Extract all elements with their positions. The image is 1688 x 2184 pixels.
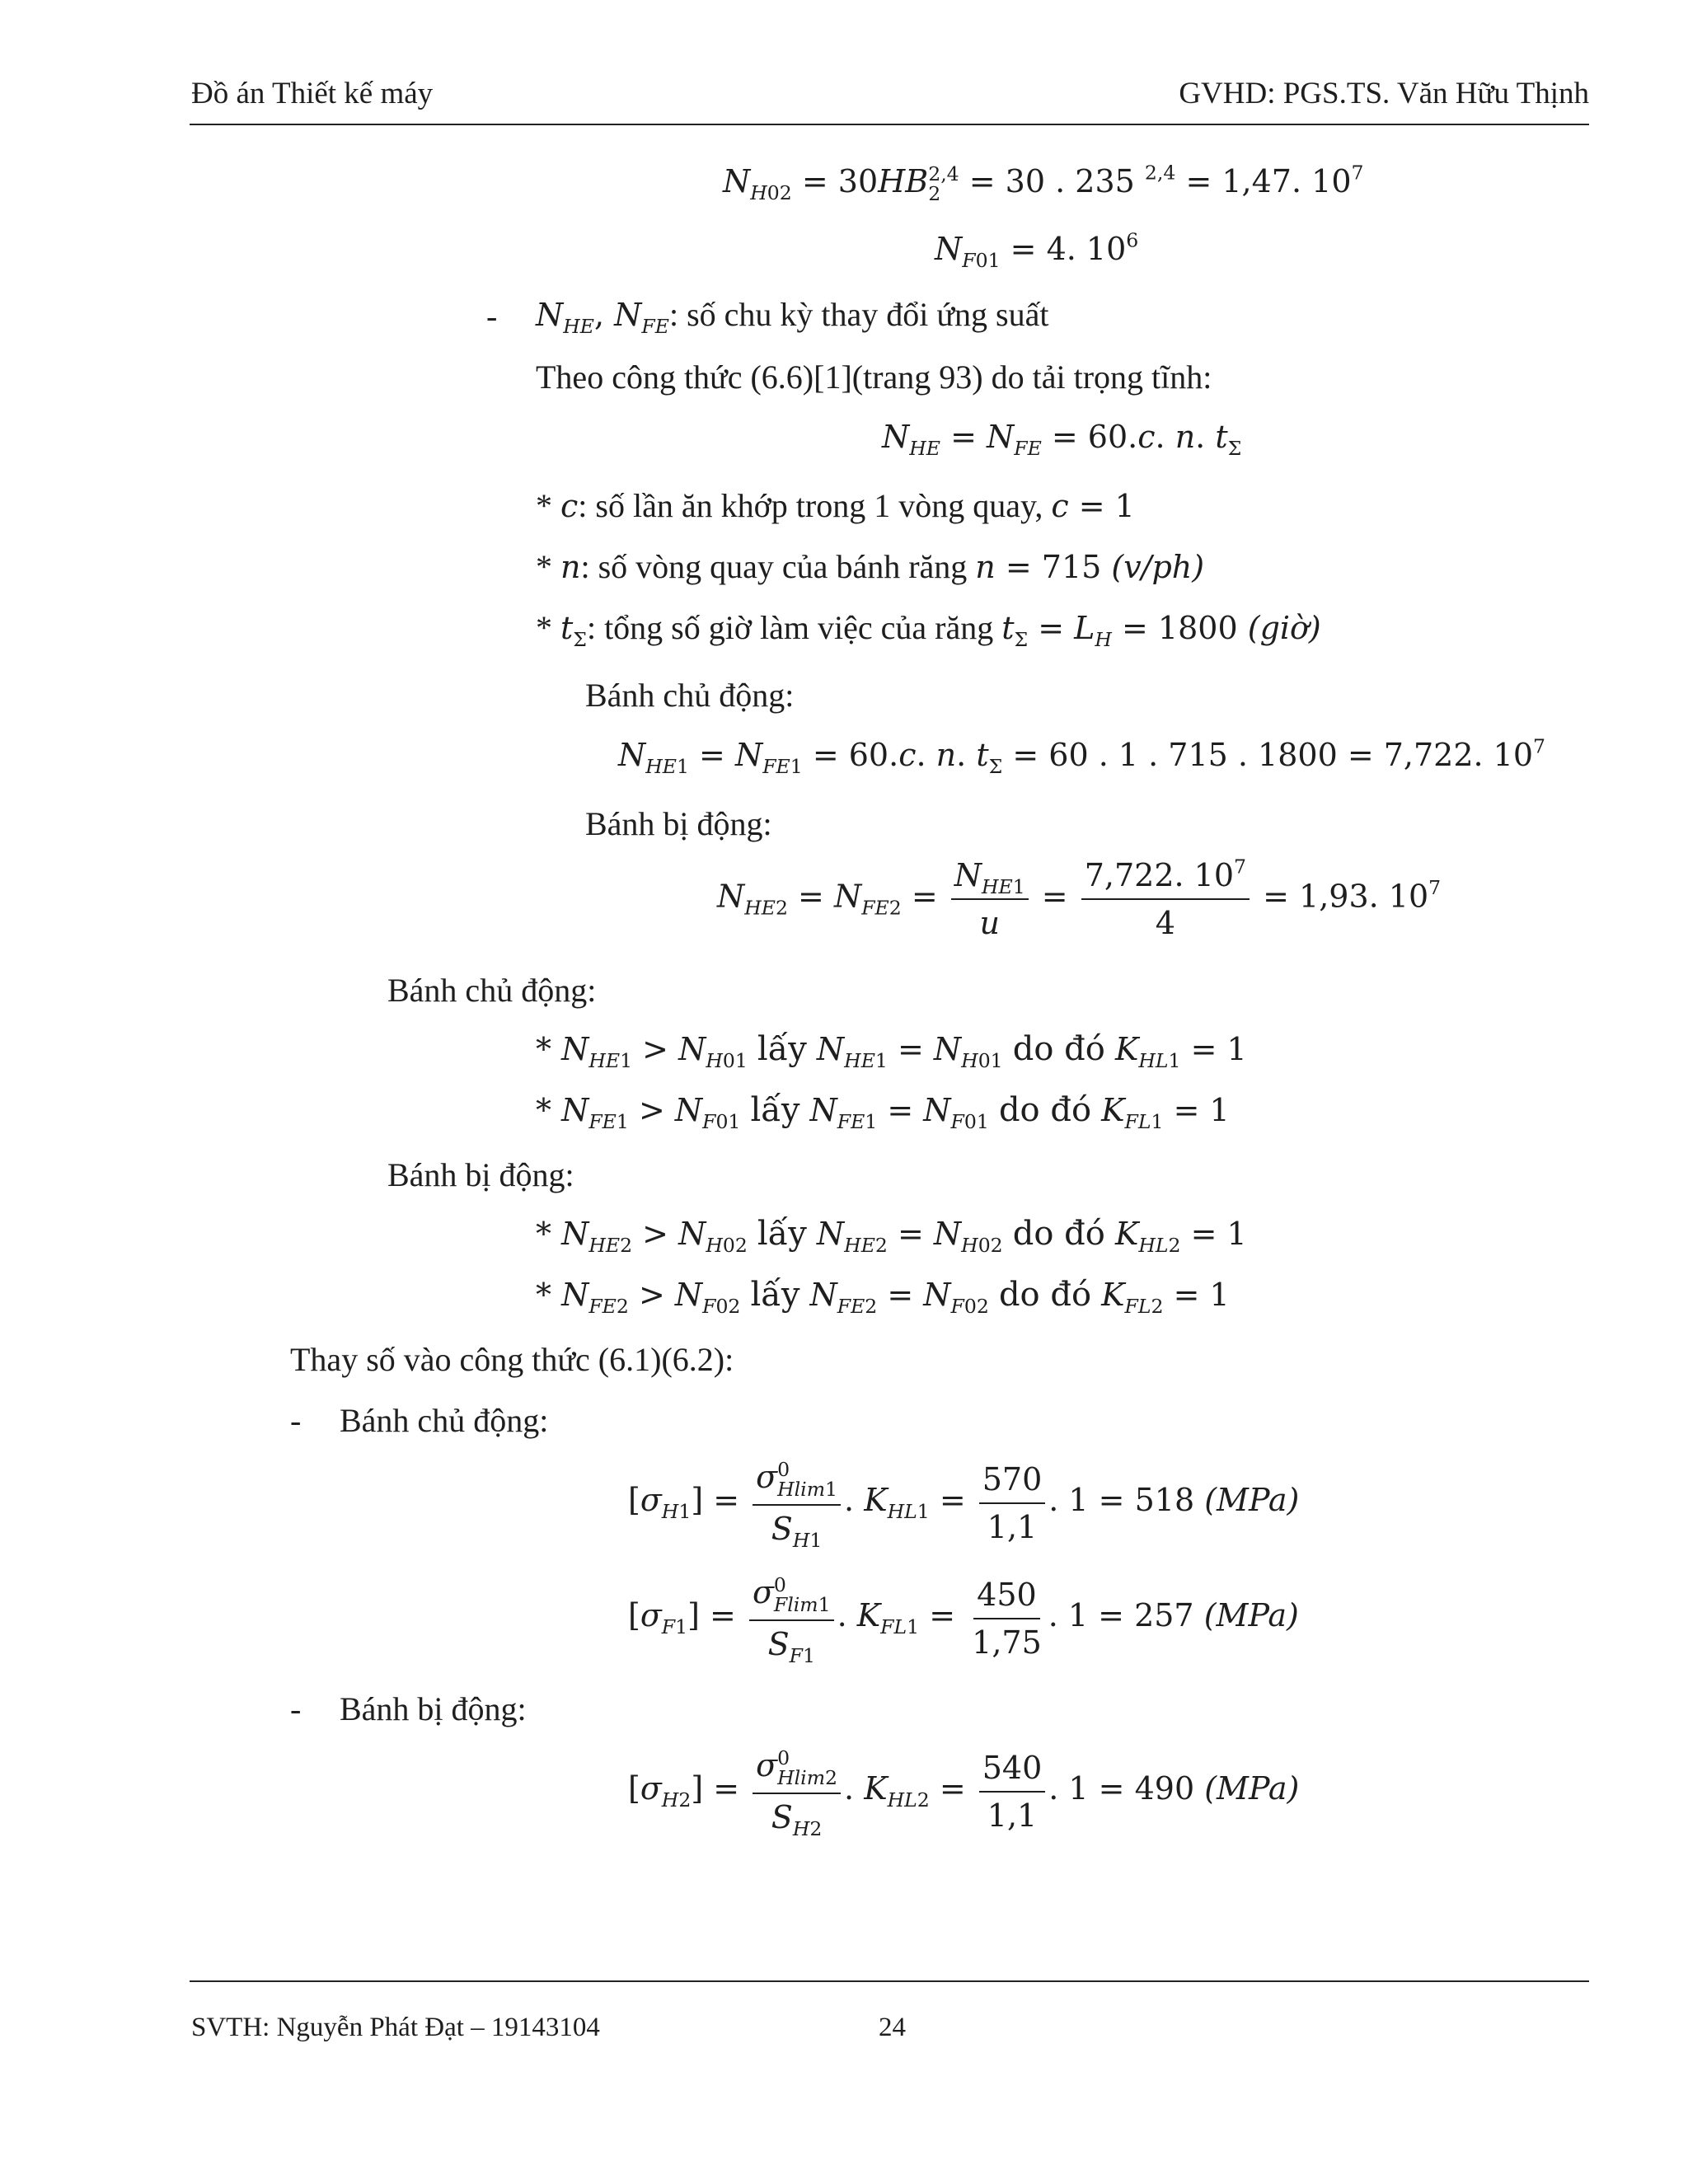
eq-nhe2: $N_{HE2} = N_{FE2}$ = $\frac{N_{HE1}}{u}$ = $\frac{7,722. 10^7}{4}$ = 1,93. $10^7$: [717, 855, 1442, 941]
eq-nh02: $N_{H02} = 30HB$ 2,4 2 = 30 . 235 $^{2,4}$ = 1,47. $10^7$: [723, 161, 1364, 205]
footer-student: SVTH: Nguyễn Phát Đạt – 19143104: [191, 2013, 600, 2042]
thay-so: Thay số vào công thức (6.1)(6.2):: [290, 1341, 734, 1378]
banh-bi-dong-outer: Bánh bị động:: [387, 1156, 574, 1193]
eq-nhe-nfe: $N_{HE} = N_{FE} = 60.c$. n. $t_\Sigma$: [882, 419, 1242, 460]
bullet-nhe-nfe: $N_{HE}$, $N_{FE}$: số chu kỳ thay đổi ứng suất: [536, 296, 1049, 338]
cond-nhe1: * $N_{HE1} > N_{H01}$ lấy $N_{HE1} = N_{H01}$ do đó $K_{HL1} = 1$: [536, 1030, 1247, 1072]
eq-nhe1: $N_{HE1} = N_{FE1} = 60.c$. n. $t_\Sigma = 60$ . 1 . 715 . 1800 = 7,722. $10^7$: [618, 734, 1546, 778]
eq-nf01: $N_{F01} = 4$. $10^6$: [935, 228, 1139, 272]
banh-bi-dong-inner: Bánh bị động:: [585, 805, 772, 842]
header-right: GVHD: PGS.TS. Văn Hữu Thịnh: [1179, 77, 1589, 110]
banh-chu-dong-inner: Bánh chủ động:: [585, 677, 795, 714]
t-definition: * $t_\Sigma$: tổng số giờ làm việc của răng $t_\Sigma = L_H = 1800$ (giờ): [536, 609, 1321, 651]
header-left: Đồ án Thiết kế máy: [191, 77, 434, 110]
eq-sigma-f1: $[\sigma_{F1}]$ = σ 0 Flim1 $S_{F1}$ . $K_{FL1}$ = $\frac{450}{1,75}$ . 1 = 257 (MPa): [628, 1572, 1299, 1667]
header-rule: [190, 124, 1589, 125]
dash-bullet: -: [486, 298, 498, 335]
dash-bi-dong: -: [290, 1690, 302, 1727]
banh-chu-dong-outer: Bánh chủ động:: [387, 972, 597, 1009]
cond-nfe1: * $N_{FE1} > N_{F01}$ lấy $N_{FE1} = N_{F01}$ do đó $K_{FL1} = 1$: [536, 1091, 1230, 1133]
eq-sigma-h1: $[\sigma_{H1}]$ = σ 0 Hlim1 $S_{H1}$ . $K_{HL1}$ = $\frac{570}{1,1}$ . 1 = 518 (MPa): [628, 1457, 1300, 1552]
c-definition: * c: số lần ăn khớp trong 1 vòng quay, c = 1: [536, 487, 1135, 524]
footer-rule: [190, 1980, 1589, 1982]
bullet-banh-chu-dong: Bánh chủ động:: [340, 1402, 549, 1439]
cond-nfe2: * $N_{FE2} > N_{F02}$ lấy $N_{FE2} = N_{F02}$ do đó $K_{FL2} = 1$: [536, 1276, 1230, 1318]
theo-cong-thuc: Theo công thức (6.6)[1](trang 93) do tải trọng tĩnh:: [536, 359, 1212, 396]
dash-chu-dong: -: [290, 1402, 302, 1439]
bullet-banh-bi-dong: Bánh bị động:: [340, 1690, 527, 1727]
cond-nhe2: * $N_{HE2} > N_{H02}$ lấy $N_{HE2} = N_{H02}$ do đó $K_{HL2} = 1$: [536, 1215, 1247, 1257]
eq-sigma-h2: $[\sigma_{H2}]$ = σ 0 Hlim2 $S_{H2}$ . $K_{HL2}$ = $\frac{540}{1,1}$ . 1 = 490 (MPa): [628, 1746, 1300, 1840]
n-definition: * n: số vòng quay của bánh răng n = 715 (v/ph): [536, 548, 1205, 585]
page-number: 24: [879, 2013, 906, 2042]
